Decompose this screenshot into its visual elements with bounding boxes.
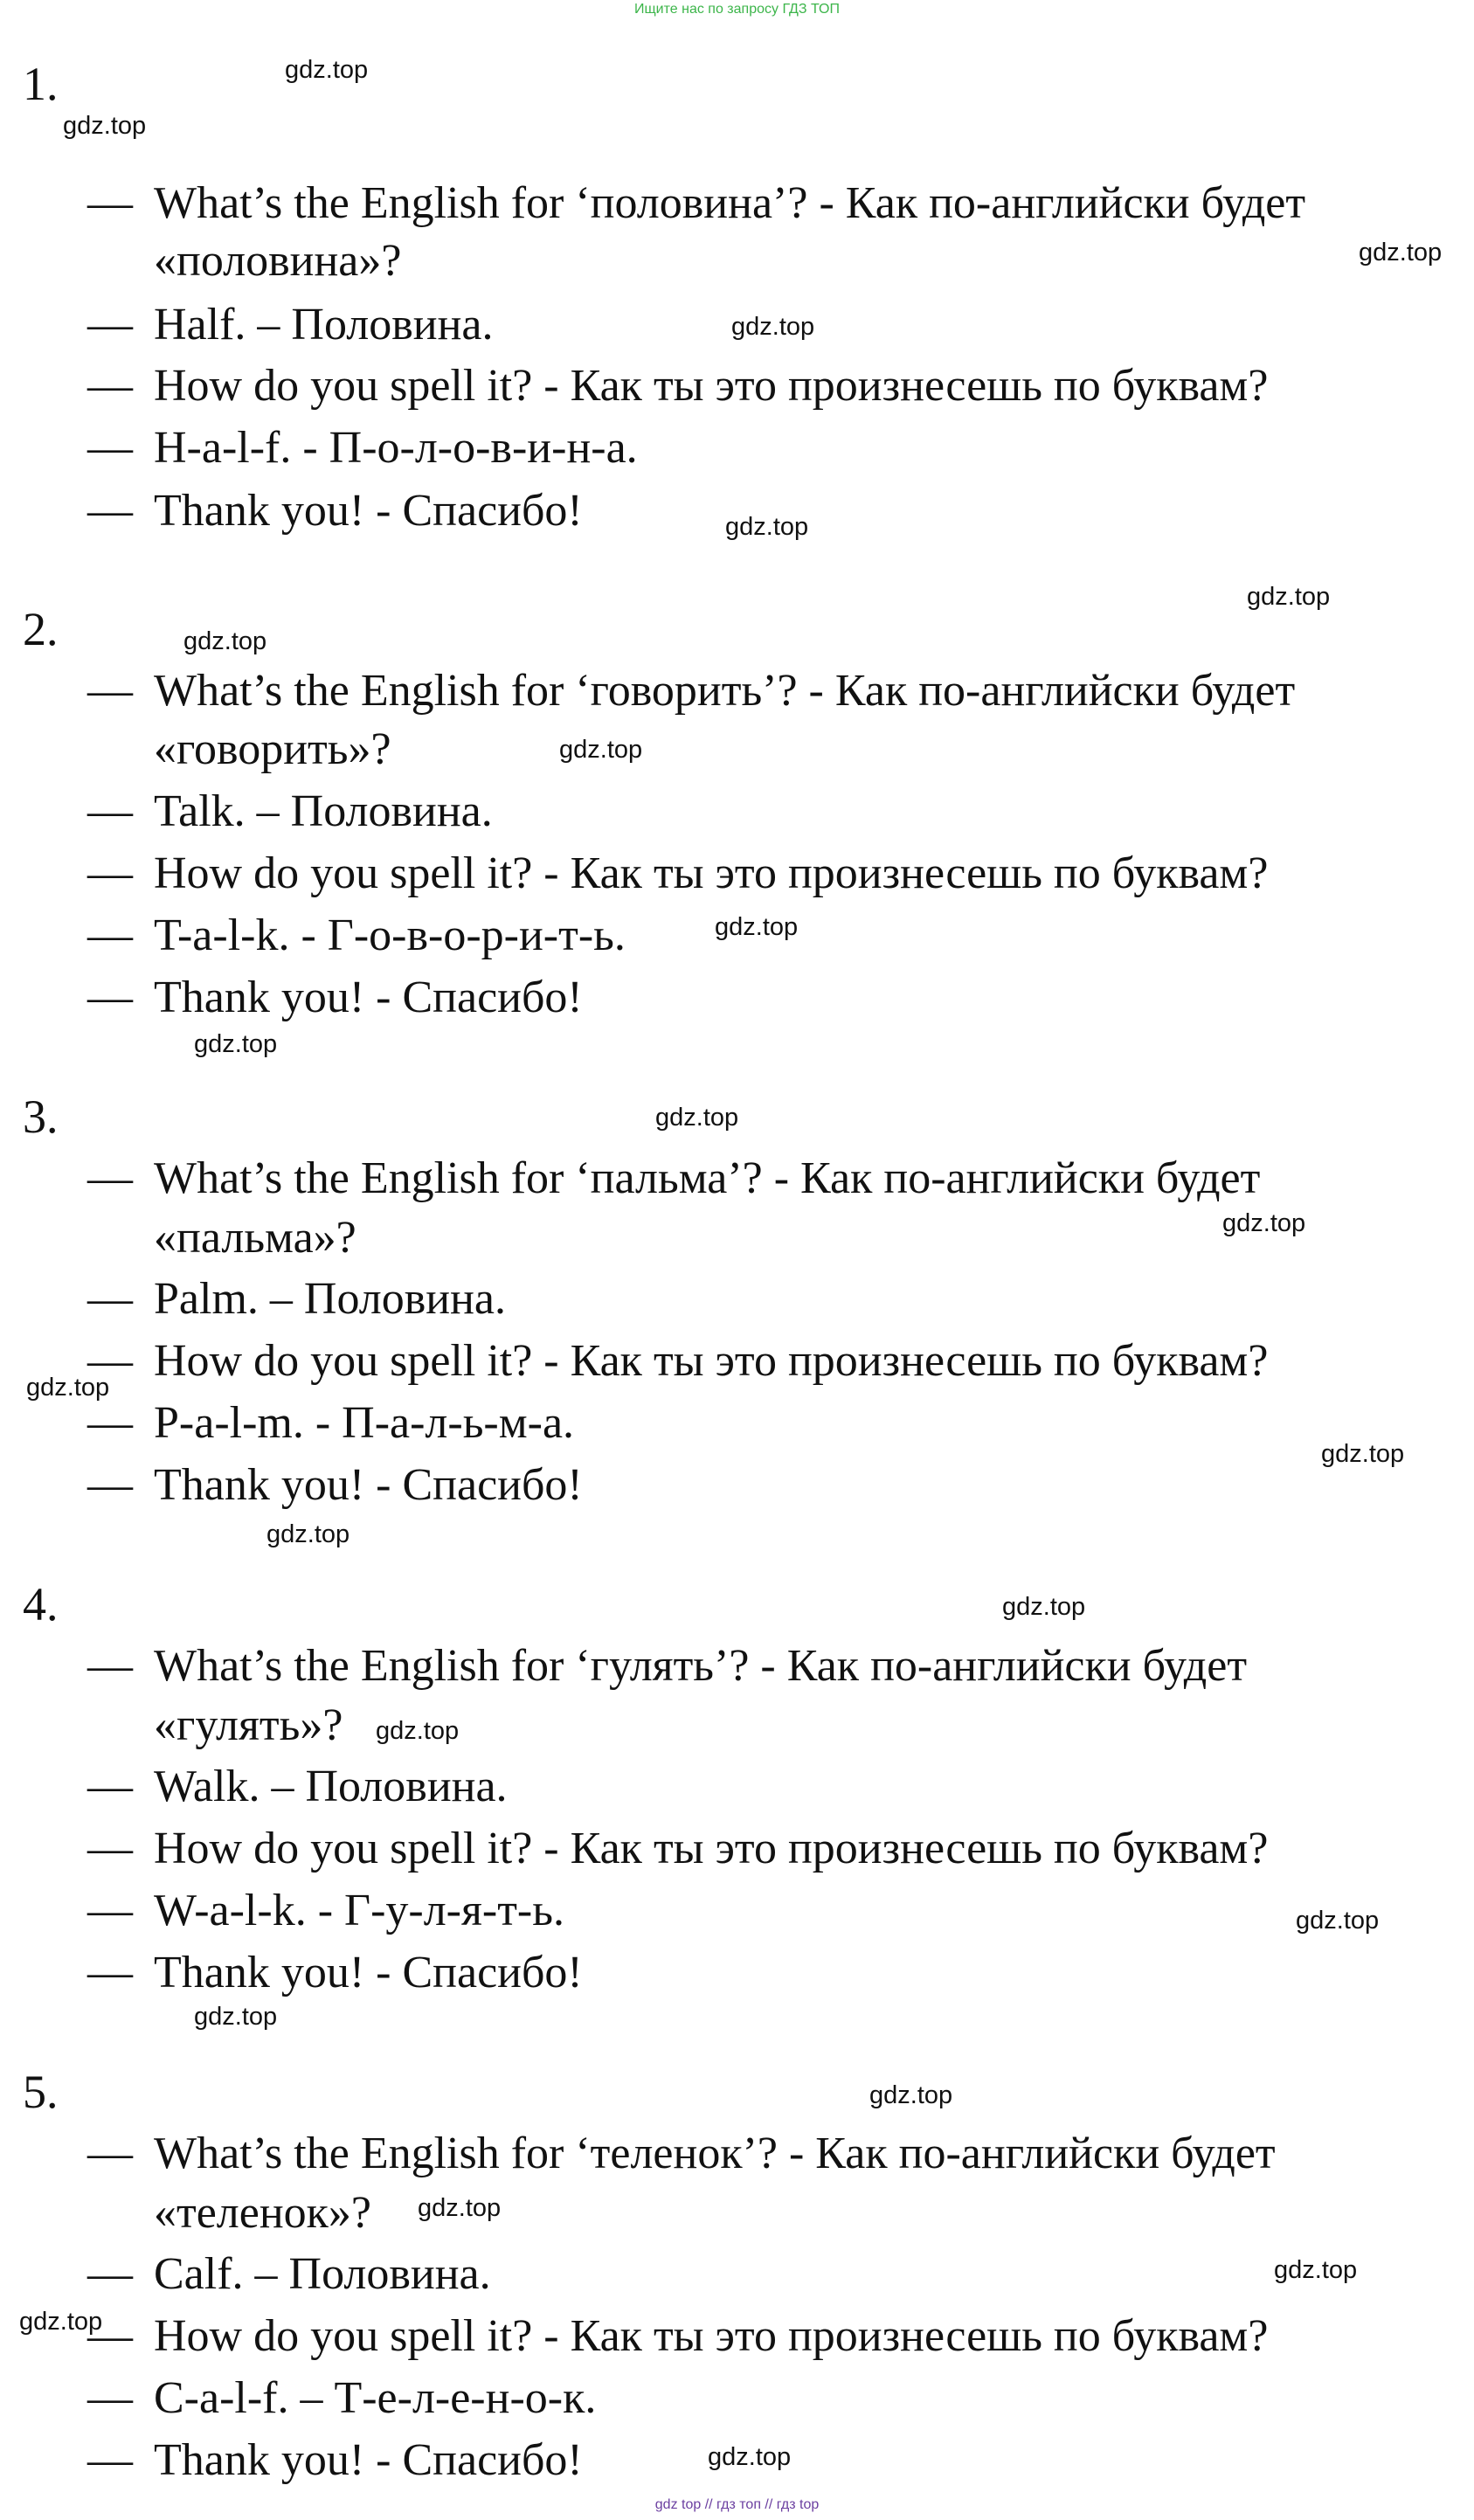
watermark: gdz.top [26, 1374, 110, 1402]
watermark: gdz.top [194, 2003, 278, 2031]
item-3-answer: — Palm. – Половина. [87, 1274, 506, 1324]
footer-note: gdz top // гдз топ // гдз top [654, 2497, 820, 2512]
item-4-thanks: — Thank you! - Спасибо! [87, 1948, 583, 1997]
item-2-thanks: — Thank you! - Спасибо! [87, 973, 583, 1022]
item-1-spell-question: — How do you spell it? - Как ты это произнесешь по буквам? [87, 361, 1269, 411]
watermark: gdz.top [183, 627, 267, 655]
item-3-question-cont: «пальма»? [154, 1213, 356, 1263]
item-1-spelling: — H-a-l-f. - П-о-л-о-в-и-н-а. [87, 423, 638, 473]
item-2-answer: — Talk. – Половина. [87, 786, 493, 836]
item-2-number: 2. [23, 603, 59, 655]
header-note: Ищите нас по запросу ГДЗ ТОП [634, 2, 840, 17]
item-2-spelling: — T-a-l-k. - Г-о-в-о-р-и-т-ь. [87, 910, 626, 960]
watermark: gdz.top [1359, 239, 1443, 267]
watermark: gdz.top [655, 1104, 739, 1132]
item-1-thanks: — Thank you! - Спасибо! [87, 486, 583, 536]
item-5-answer: — Calf. – Половина. [87, 2249, 491, 2299]
watermark: gdz.top [1222, 1209, 1306, 1237]
watermark: gdz.top [869, 2081, 953, 2109]
item-3-spell-question: — How do you spell it? - Как ты это произнесешь по буквам? [87, 1336, 1269, 1386]
watermark: gdz.top [1296, 1907, 1380, 1935]
watermark: gdz.top [1274, 2256, 1358, 2284]
item-3-thanks: — Thank you! - Спасибо! [87, 1460, 583, 1510]
watermark: gdz.top [1247, 583, 1331, 611]
watermark: gdz.top [725, 513, 809, 541]
item-5-spelling: — C-a-l-f. – Т-е-л-е-н-о-к. [87, 2373, 597, 2423]
item-3-number: 3. [23, 1090, 59, 1143]
item-2-spell-question: — How do you spell it? - Как ты это произнесешь по буквам? [87, 848, 1269, 898]
watermark: gdz.top [559, 736, 643, 764]
item-1-answer: — Half. – Половина. [87, 300, 494, 350]
watermark: gdz.top [1002, 1593, 1086, 1621]
watermark: gdz.top [285, 56, 369, 84]
item-5-spell-question: — How do you spell it? - Как ты это произнесешь по буквам? [87, 2311, 1269, 2361]
item-2-question-cont: «говорить»? [154, 724, 391, 774]
item-4-question: — What’s the English for ‘гулять’? - Как по-английски будет [87, 1641, 1248, 1691]
item-4-number: 4. [23, 1578, 59, 1630]
item-4-spelling: — W-a-l-k. - Г-у-л-я-т-ь. [87, 1886, 564, 1935]
item-4-answer: — Walk. – Половина. [87, 1762, 508, 1811]
watermark: gdz.top [1321, 1440, 1405, 1468]
watermark: gdz.top [708, 2443, 792, 2471]
watermark: gdz.top [19, 2308, 103, 2336]
item-4-question-cont: «гулять»? [154, 1700, 343, 1750]
item-1-question-cont: «половина»? [154, 236, 402, 286]
item-2-question: — What’s the English for ‘говорить’? - Как по-английски будет [87, 666, 1296, 716]
watermark: gdz.top [266, 1520, 350, 1548]
item-1-question: — What’s the English for ‘половина’? - Как по-английски будет [87, 178, 1306, 228]
item-1-number: 1. [23, 58, 59, 110]
watermark: gdz.top [376, 1717, 460, 1745]
watermark: gdz.top [418, 2194, 502, 2222]
item-5-question-cont: «теленок»? [154, 2188, 372, 2238]
item-3-spelling: — P-a-l-m. - П-а-л-ь-м-а. [87, 1398, 575, 1448]
watermark: gdz.top [194, 1030, 278, 1058]
watermark: gdz.top [731, 313, 815, 341]
item-3-question: — What’s the English for ‘пальма’? - Как по-английски будет [87, 1153, 1261, 1203]
item-5-question: — What’s the English for ‘теленок’? - Как по-английски будет [87, 2129, 1276, 2178]
watermark: gdz.top [63, 112, 147, 140]
item-5-thanks: — Thank you! - Спасибо! [87, 2435, 583, 2485]
item-5-number: 5. [23, 2066, 59, 2118]
item-4-spell-question: — How do you spell it? - Как ты это произнесешь по буквам? [87, 1824, 1269, 1873]
watermark: gdz.top [715, 913, 799, 941]
